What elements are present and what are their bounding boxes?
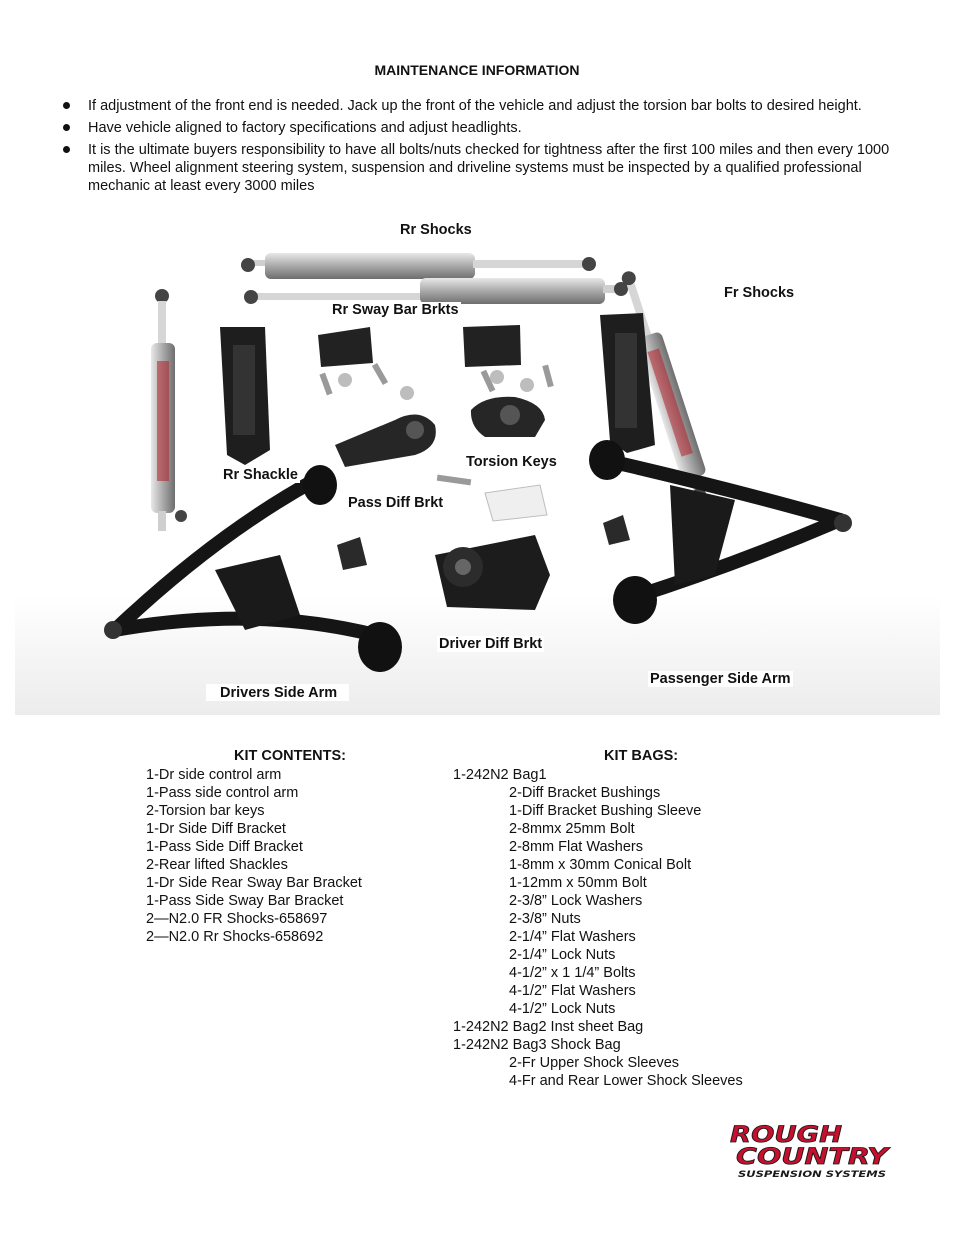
svg-text:COUNTRY: COUNTRY	[736, 1145, 891, 1170]
list-item: 2-8mm Flat Washers	[509, 839, 644, 855]
label-rr-sway-bar-brkts: Rr Sway Bar Brkts	[332, 302, 459, 318]
passenger-arm-ball-joint	[834, 514, 852, 532]
list-item: 1-Pass Side Sway Bar Bracket	[146, 893, 344, 909]
torsion-key-left	[335, 415, 436, 467]
bullet-item: It is the ultimate buyers responsibility to have all bolts/nuts checked for tightness after the first 100 miles and then every 1000 miles. Wheel alignment steering system, suspension and driveline systems must be inspected by a qualified professional mechanic at least every 3000 miles	[60, 141, 890, 195]
list-item: 2-Fr Upper Shock Sleeves	[509, 1055, 680, 1071]
kit-contents-list	[146, 766, 362, 946]
list-item: 1-Dr side control arm	[146, 767, 282, 783]
label-driver-diff-brkt: Driver Diff Brkt	[439, 636, 543, 652]
rear-shock-upper	[241, 253, 596, 279]
bullet-item: If adjustment of the front end is needed. Jack up the front of the vehicle and adjust the torsion bar bolts to desired height.	[60, 97, 890, 115]
pass-diff-bracket	[437, 475, 547, 521]
list-item: 2-8mmx 25mm Bolt	[509, 821, 635, 837]
list-item: 1-242N2 Bag2 Inst sheet Bag	[453, 1019, 644, 1035]
list-item: 1-Dr Side Rear Sway Bar Bracket	[146, 875, 362, 891]
sway-bar-bracket-right	[463, 325, 521, 367]
sway-bar-bracket-left	[318, 327, 373, 367]
list-item: 2-1/4” Lock Nuts	[509, 947, 616, 963]
list-item: 2-1/4” Flat Washers	[509, 929, 636, 945]
kit-bags-heading: KIT BAGS:	[604, 748, 679, 764]
label-rr-shocks: Rr Shocks	[400, 222, 472, 238]
label-torsion-keys: Torsion Keys	[466, 454, 557, 470]
list-item: 4-1/2” Lock Nuts	[509, 1001, 616, 1017]
bump-stop-left	[337, 537, 367, 570]
bullet-dot-icon	[63, 146, 70, 153]
list-item: 1-Dr Side Diff Bracket	[146, 821, 286, 837]
page-title: MAINTENANCE INFORMATION	[374, 62, 580, 78]
rough-country-logo	[728, 1120, 894, 1182]
list-item: 4-Fr and Rear Lower Shock Sleeves	[509, 1073, 743, 1089]
kit-bags-list	[453, 766, 743, 1090]
list-item: 2—N2.0 Rr Shocks-658692	[146, 929, 324, 945]
passenger-arm-bushing-upper	[589, 440, 625, 480]
rear-shock-lower	[244, 278, 628, 304]
passenger-arm-bushing-lower	[613, 576, 657, 624]
svg-text:ROUGH: ROUGH	[730, 1123, 842, 1148]
list-item: 2-Torsion bar keys	[146, 803, 265, 819]
list-item: 1-242N2 Bag3 Shock Bag	[453, 1037, 621, 1053]
list-item: 2-3/8” Nuts	[509, 911, 581, 927]
list-item: 4-1/2” x 1 1/4” Bolts	[509, 965, 636, 981]
label-fr-shocks: Fr Shocks	[724, 285, 795, 301]
bullet-dot-icon	[63, 102, 70, 109]
list-item: 1-12mm x 50mm Bolt	[509, 875, 647, 891]
list-item: 1-8mm x 30mm Conical Bolt	[509, 857, 692, 873]
list-item: 1-242N2 Bag1	[453, 767, 547, 783]
kit-contents-heading: KIT CONTENTS:	[234, 748, 346, 764]
drivers-arm-bushing-upper	[303, 465, 337, 505]
driver-diff-bracket	[435, 535, 550, 610]
maintenance-bullet-list	[60, 97, 890, 199]
svg-text:SUSPENSION SYSTEMS: SUSPENSION SYSTEMS	[738, 1170, 886, 1180]
torsion-key-right	[471, 397, 545, 437]
label-rr-shackle: Rr Shackle	[223, 467, 298, 483]
list-item: 4-1/2” Flat Washers	[509, 983, 636, 999]
rear-shackle-left	[220, 327, 270, 465]
list-item: 1-Diff Bracket Bushing Sleeve	[509, 803, 702, 819]
list-item: 2-Rear lifted Shackles	[146, 857, 288, 873]
list-item: 1-Pass Side Diff Bracket	[146, 839, 303, 855]
drivers-arm-ball-joint	[104, 621, 122, 639]
label-drivers-side-arm: Drivers Side Arm	[206, 684, 349, 701]
drivers-arm-bushing-lower	[358, 622, 402, 672]
bump-stop-right	[603, 515, 630, 545]
bullet-dot-icon	[63, 124, 70, 131]
list-item: 2-3/8” Lock Washers	[509, 893, 643, 909]
bullet-item: Have vehicle aligned to factory specifications and adjust headlights.	[60, 119, 890, 137]
list-item: 2—N2.0 FR Shocks-658697	[146, 911, 328, 927]
list-item: 1-Pass side control arm	[146, 785, 299, 801]
list-item: 2-Diff Bracket Bushings	[509, 785, 661, 801]
label-pass-diff-brkt: Pass Diff Brkt	[348, 495, 444, 511]
front-shock-left	[151, 289, 187, 531]
label-passenger-side-arm: Passenger Side Arm	[650, 671, 791, 687]
bolts-hardware	[319, 363, 553, 400]
